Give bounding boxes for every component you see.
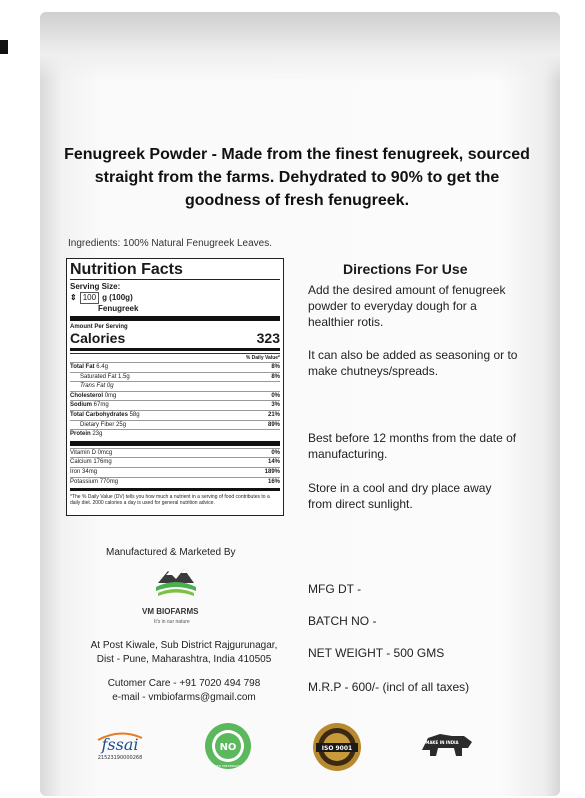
email: e-mail - vmbiofarms@gmail.com [112,692,256,703]
black-corner-mark [0,40,8,54]
amount-per-serving: Amount Per Serving [70,324,128,330]
serving-name: Fenugreek [98,304,139,313]
svg-text:MAKE IN INDIA: MAKE IN INDIA [425,740,459,745]
net-weight: NET WEIGHT - 500 GMS [308,646,445,660]
divider [70,488,280,491]
vitamin-row: Vitamin D 0mcg 0% [70,449,280,456]
batch-number: BATCH NO - [308,614,377,628]
svg-text:fssai: fssai [101,735,139,754]
serving-size-row [70,292,280,304]
directions-para-2: It can also be added as seasoning or to make chutneys/spreads. [308,348,518,378]
fssai-icon [92,726,148,762]
svg-text:21523190000268: 21523190000268 [97,755,143,761]
mfg-date: MFG DT - [308,582,362,596]
divider [70,441,280,446]
storage-text: Store in a cool and dry place away from direct sunlight. [308,481,492,511]
nutrient-row: Cholesterol 0mg 0% [70,392,280,399]
manufactured-by-label: Manufactured & Marketed By [106,547,236,558]
ingredients-text: Ingredients: 100% Natural Fenugreek Leaves. [68,238,273,249]
stepper-icon: ⇕ [70,293,77,302]
brand-name: VM BIOFARMS [142,607,199,616]
nutrient-row: Total Fat 6.4g 8% [70,364,280,370]
brand-tagline: It's in our nature [154,619,190,625]
nutrient-row: Dietary Fiber 25g 89% [70,420,280,430]
nutrient-row: Sodium 67mg 3% [70,402,280,409]
vitamin-row: Calcium 176mg 14% [70,459,280,466]
calories-row [70,331,280,346]
make-in-india-lion-icon [418,728,476,760]
address-line-1: At Post Kiwale, Sub District Rajgurunagar, [90,640,278,651]
iso-9001-icon [312,722,362,772]
calories-label: Calories [70,330,126,346]
vm-biofarms-logo [154,563,198,597]
vitamin-row: Potassium 770mg 16% [70,478,280,485]
serving-qty: 100 [80,292,99,304]
nutrition-title: Nutrition Facts [70,261,280,280]
directions-para-1: Add the desired amount of fenugreek powder to everyday dough for a healthier rotis. [308,283,506,329]
daily-value-header: % Daily Value* [70,353,280,362]
nutrient-row: Saturated Fat 1.5g 8% [70,372,280,382]
serving-unit: g (100g) [102,293,133,302]
divider [70,316,280,321]
product-headline: Fenugreek Powder - Made from the finest fenugreek, sourced straight from the farms. Dehydrated to 90% to get the goodness of fresh fenugreek. [64,146,530,209]
nutrient-row: Protein 23g [70,429,280,439]
directions-title: Directions For Use [343,261,468,277]
mrp: M.R.P - 600/- (incl of all taxes) [308,680,470,694]
serving-size-label: Serving Size: [70,282,121,291]
svg-text:ADDED PRESERVATIVES: ADDED PRESERVATIVES [210,764,246,768]
customer-care: Cutomer Care - +91 7020 494 798 [107,678,261,689]
calories-value: 323 [256,330,280,346]
vitamin-row: Iron 34mg 189% [70,468,280,475]
nutrition-facts-panel [66,258,284,516]
nutrient-row: Total Carbohydrates 58g 21% [70,411,280,418]
nutrient-row: Trans Fat 0g [70,381,280,391]
divider [70,348,280,351]
svg-text:ISO 9001: ISO 9001 [321,745,353,752]
no-added-preservatives-icon [204,722,252,770]
svg-text:NO: NO [219,742,237,753]
nutrition-footnote: *The % Daily Value (DV) tells you how much a nutrient in a serving of food contributes to a daily diet. 2000 calories a day is used for general nutrition advice. [70,494,270,507]
address-line-2: Dist - Pune, Maharashtra, India 410505 [96,654,272,665]
shelf-life-text: Best before 12 months from the date of manufacturing. [308,431,517,461]
